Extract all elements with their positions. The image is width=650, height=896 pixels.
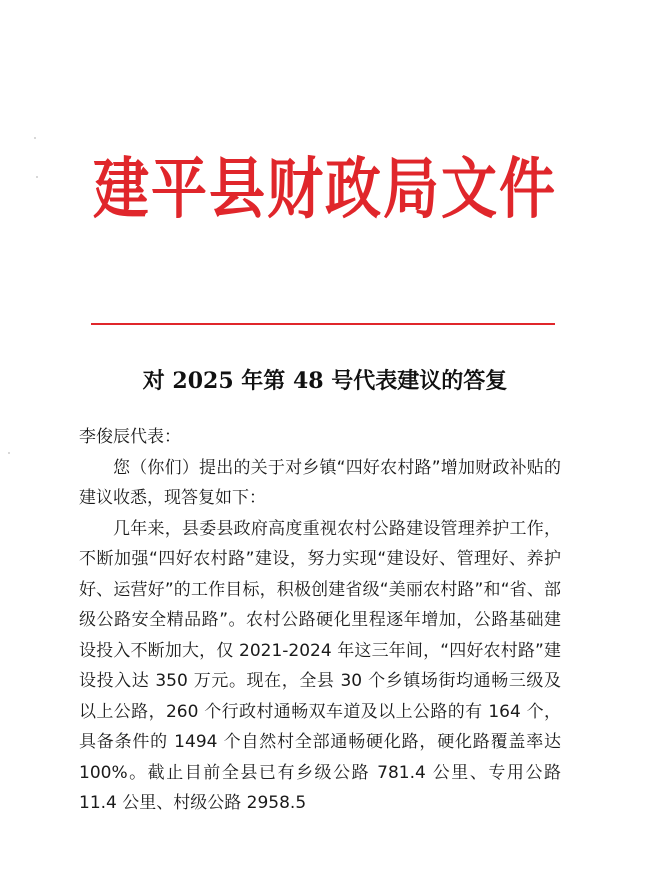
scan-speck	[34, 137, 36, 139]
document-body	[79, 422, 561, 819]
red-divider-line	[91, 323, 555, 325]
body-paragraph: 几年来，县委县政府高度重视农村公路建设管理养护工作，不断加强“四好农村路”建设，努力实现“建设好、管理好、养护好、运营好”的工作目标，积极创建省级“美丽农村路”和“省、部级公路安全精品路”。农村公路硬化里程逐年增加，公路基础建设投入不断加大，仅 2021-2024 年这三年间，“四好农村路”建设投入达 350 万元。现在，全县 30 个乡镇场街均通畅三级及以上公路，260 个行政村通畅双车道及以上公路的有 164 个，具备条件的 1494 个自然村全部通畅硬化路，硬化路覆盖率达 100%。截止目前全县已有乡级公路 781.4 公里、专用公路 11.4 公里、村级公路 2958.5	[79, 518, 561, 813]
scan-speck	[8, 452, 10, 454]
body-paragraph: 您（你们）提出的关于对乡镇“四好农村路”增加财政补贴的建议收悉，现答复如下：	[79, 457, 561, 508]
salutation: 李俊辰代表：	[79, 427, 181, 447]
document-title: 对 2025 年第 48 号代表建议的答复	[142, 368, 508, 394]
agency-header-title: 建平县财政局文件	[93, 150, 557, 228]
